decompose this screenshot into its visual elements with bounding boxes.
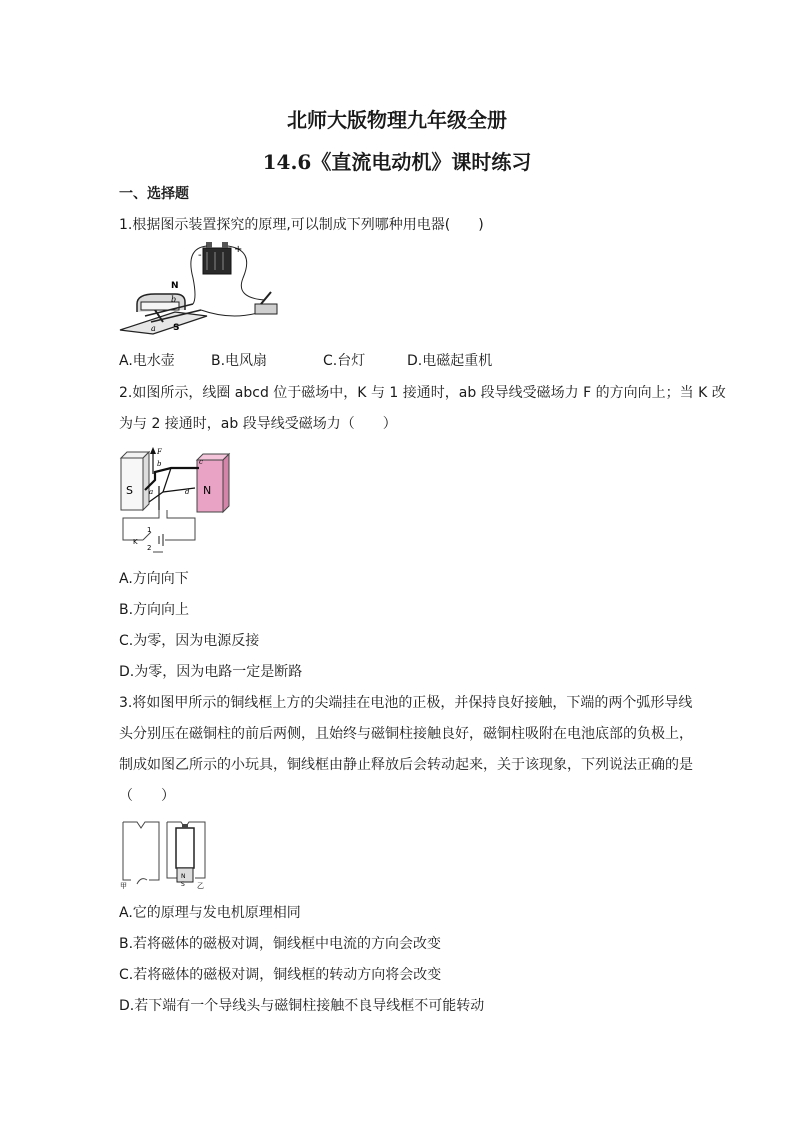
- q2-label-b: b: [157, 460, 162, 468]
- q1-option-c: C.台灯: [323, 353, 366, 369]
- document-subtitle: 14.6《直流电动机》课时练习: [262, 150, 532, 174]
- q3-label-s: S: [181, 881, 185, 888]
- q1-option-b: B.电风扇: [211, 353, 268, 369]
- q2-label-s: S: [126, 484, 133, 497]
- q2-label-a: a: [149, 488, 154, 496]
- q1-label-a: a: [151, 324, 156, 333]
- q1-option-d: D.电磁起重机: [407, 353, 493, 369]
- q1-label-s: S: [173, 323, 180, 333]
- q3-option-a: A.它的原理与发电机原理相同: [119, 905, 301, 921]
- q2-label-1: 1: [147, 526, 152, 534]
- q2-option-d: D.为零，因为电路一定是断路: [119, 664, 303, 680]
- q3-stem-line3: 制成如图乙所示的小玩具，铜线框由静止释放后会转动起来，关于该现象，下列说法正确的是: [119, 757, 693, 773]
- q2-label-c: c: [199, 458, 203, 466]
- q2-label-k: K: [133, 538, 138, 546]
- q2-label-d: d: [185, 488, 190, 496]
- q2-option-c: C.为零，因为电源反接: [119, 633, 260, 649]
- section-heading: 一、选择题: [119, 186, 189, 202]
- q1-option-a: A.电水壶: [119, 353, 175, 369]
- q1-figure: [115, 238, 290, 338]
- q2-label-2: 2: [147, 544, 152, 552]
- q3-label-n: N: [181, 873, 186, 880]
- q1-stem: 1.根据图示装置探究的原理,可以制成下列哪种用电器( ): [119, 217, 484, 233]
- q1-label-plus: +: [234, 244, 243, 255]
- q2-label-n: N: [203, 484, 212, 497]
- document-title: 北师大版物理九年级全册: [287, 108, 507, 132]
- q2-option-b: B.方向向上: [119, 602, 190, 618]
- q3-stem-line1: 3.将如图甲所示的铜线框上方的尖端挂在电池的正极，并保持良好接触，下端的两个弧形导线: [119, 695, 693, 711]
- q2-option-a: A.方向向下: [119, 571, 189, 587]
- q3-option-b: B.若将磁体的磁极对调，铜线框中电流的方向会改变: [119, 936, 442, 952]
- q3-stem-line4: （ ）: [119, 788, 175, 804]
- q3-figure: [119, 818, 211, 890]
- q3-label-jia: 甲: [120, 882, 127, 890]
- q1-label-b: b: [171, 295, 177, 304]
- q3-stem-line2: 头分别压在磁铜柱的前后两侧，且始终与磁铜柱接触良好，磁铜柱吸附在电池底部的负极上，: [119, 726, 693, 742]
- q2-stem-line1: 2.如图所示，线圈 abcd 位于磁场中，K 与 1 接通时，ab 段导线受磁场力 F 的方向向上；当 K 改: [119, 385, 726, 401]
- q3-option-c: C.若将磁体的磁极对调，铜线框的转动方向将会改变: [119, 967, 442, 983]
- q2-label-f: F: [157, 448, 162, 456]
- q3-option-d: D.若下端有一个导线头与磁铜柱接触不良导线框不可能转动: [119, 998, 485, 1014]
- q2-figure: [119, 446, 237, 556]
- q3-label-yi: 乙: [197, 882, 204, 890]
- q1-label-n: N: [171, 281, 179, 291]
- q2-stem-line2: 为与 2 接通时，ab 段导线受磁场力（ ）: [119, 416, 397, 432]
- q1-label-minus: -: [198, 250, 202, 261]
